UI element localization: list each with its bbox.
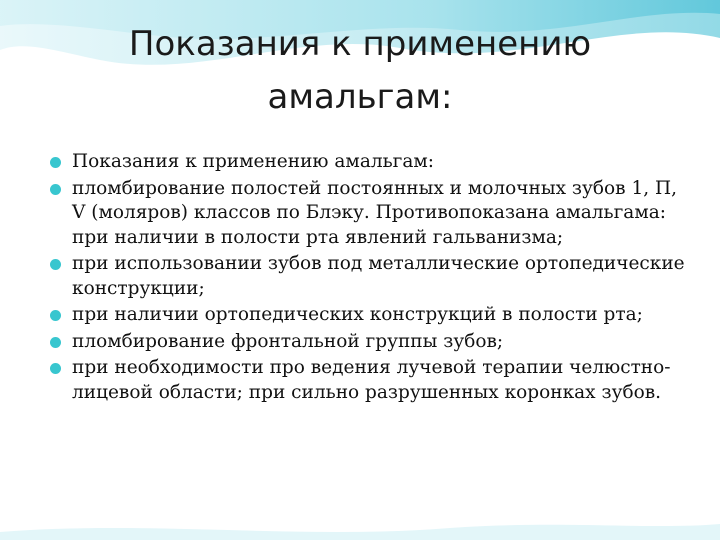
bullet-item: [50, 177, 690, 251]
slide-content: [50, 150, 690, 407]
bullet-item: [50, 356, 690, 405]
circle-bullet-icon: [50, 184, 61, 195]
bullet-item: [50, 303, 690, 328]
slide-title: [90, 18, 630, 124]
slide-title-line-2: амальгам:: [267, 77, 453, 117]
footer-wave-decoration: [0, 510, 720, 540]
circle-bullet-icon: [50, 157, 61, 168]
bullet-text: Показания к применению амальгам:: [72, 151, 435, 172]
bullet-item: [50, 150, 690, 175]
circle-bullet-icon: [50, 259, 61, 270]
circle-bullet-icon: [50, 337, 61, 348]
circle-bullet-icon: [50, 363, 61, 374]
bullet-item: [50, 330, 690, 355]
bullet-list: [50, 150, 690, 405]
bullet-text: пломбирование полостей постоянных и молочных зубов 1, П, V (моляров) классов по Блэку. Противопоказана амальгама: при наличии в полости рта явлений гальванизма;: [72, 177, 677, 248]
slide-title-line-1: Показания к применению: [128, 24, 592, 64]
bullet-item: [50, 252, 690, 301]
bullet-text: пломбирование фронтальной группы зубов;: [72, 330, 504, 352]
circle-bullet-icon: [50, 310, 61, 321]
bullet-text: при наличии ортопедических конструкций в полости рта;: [72, 304, 643, 325]
bullet-text: при необходимости про ведения лучевой терапии челюстно-лицевой области; при сильно разрушенных коронках зубов.: [72, 357, 671, 403]
bullet-text: при использовании зубов под металлические ортопедические конструкции;: [72, 253, 685, 299]
